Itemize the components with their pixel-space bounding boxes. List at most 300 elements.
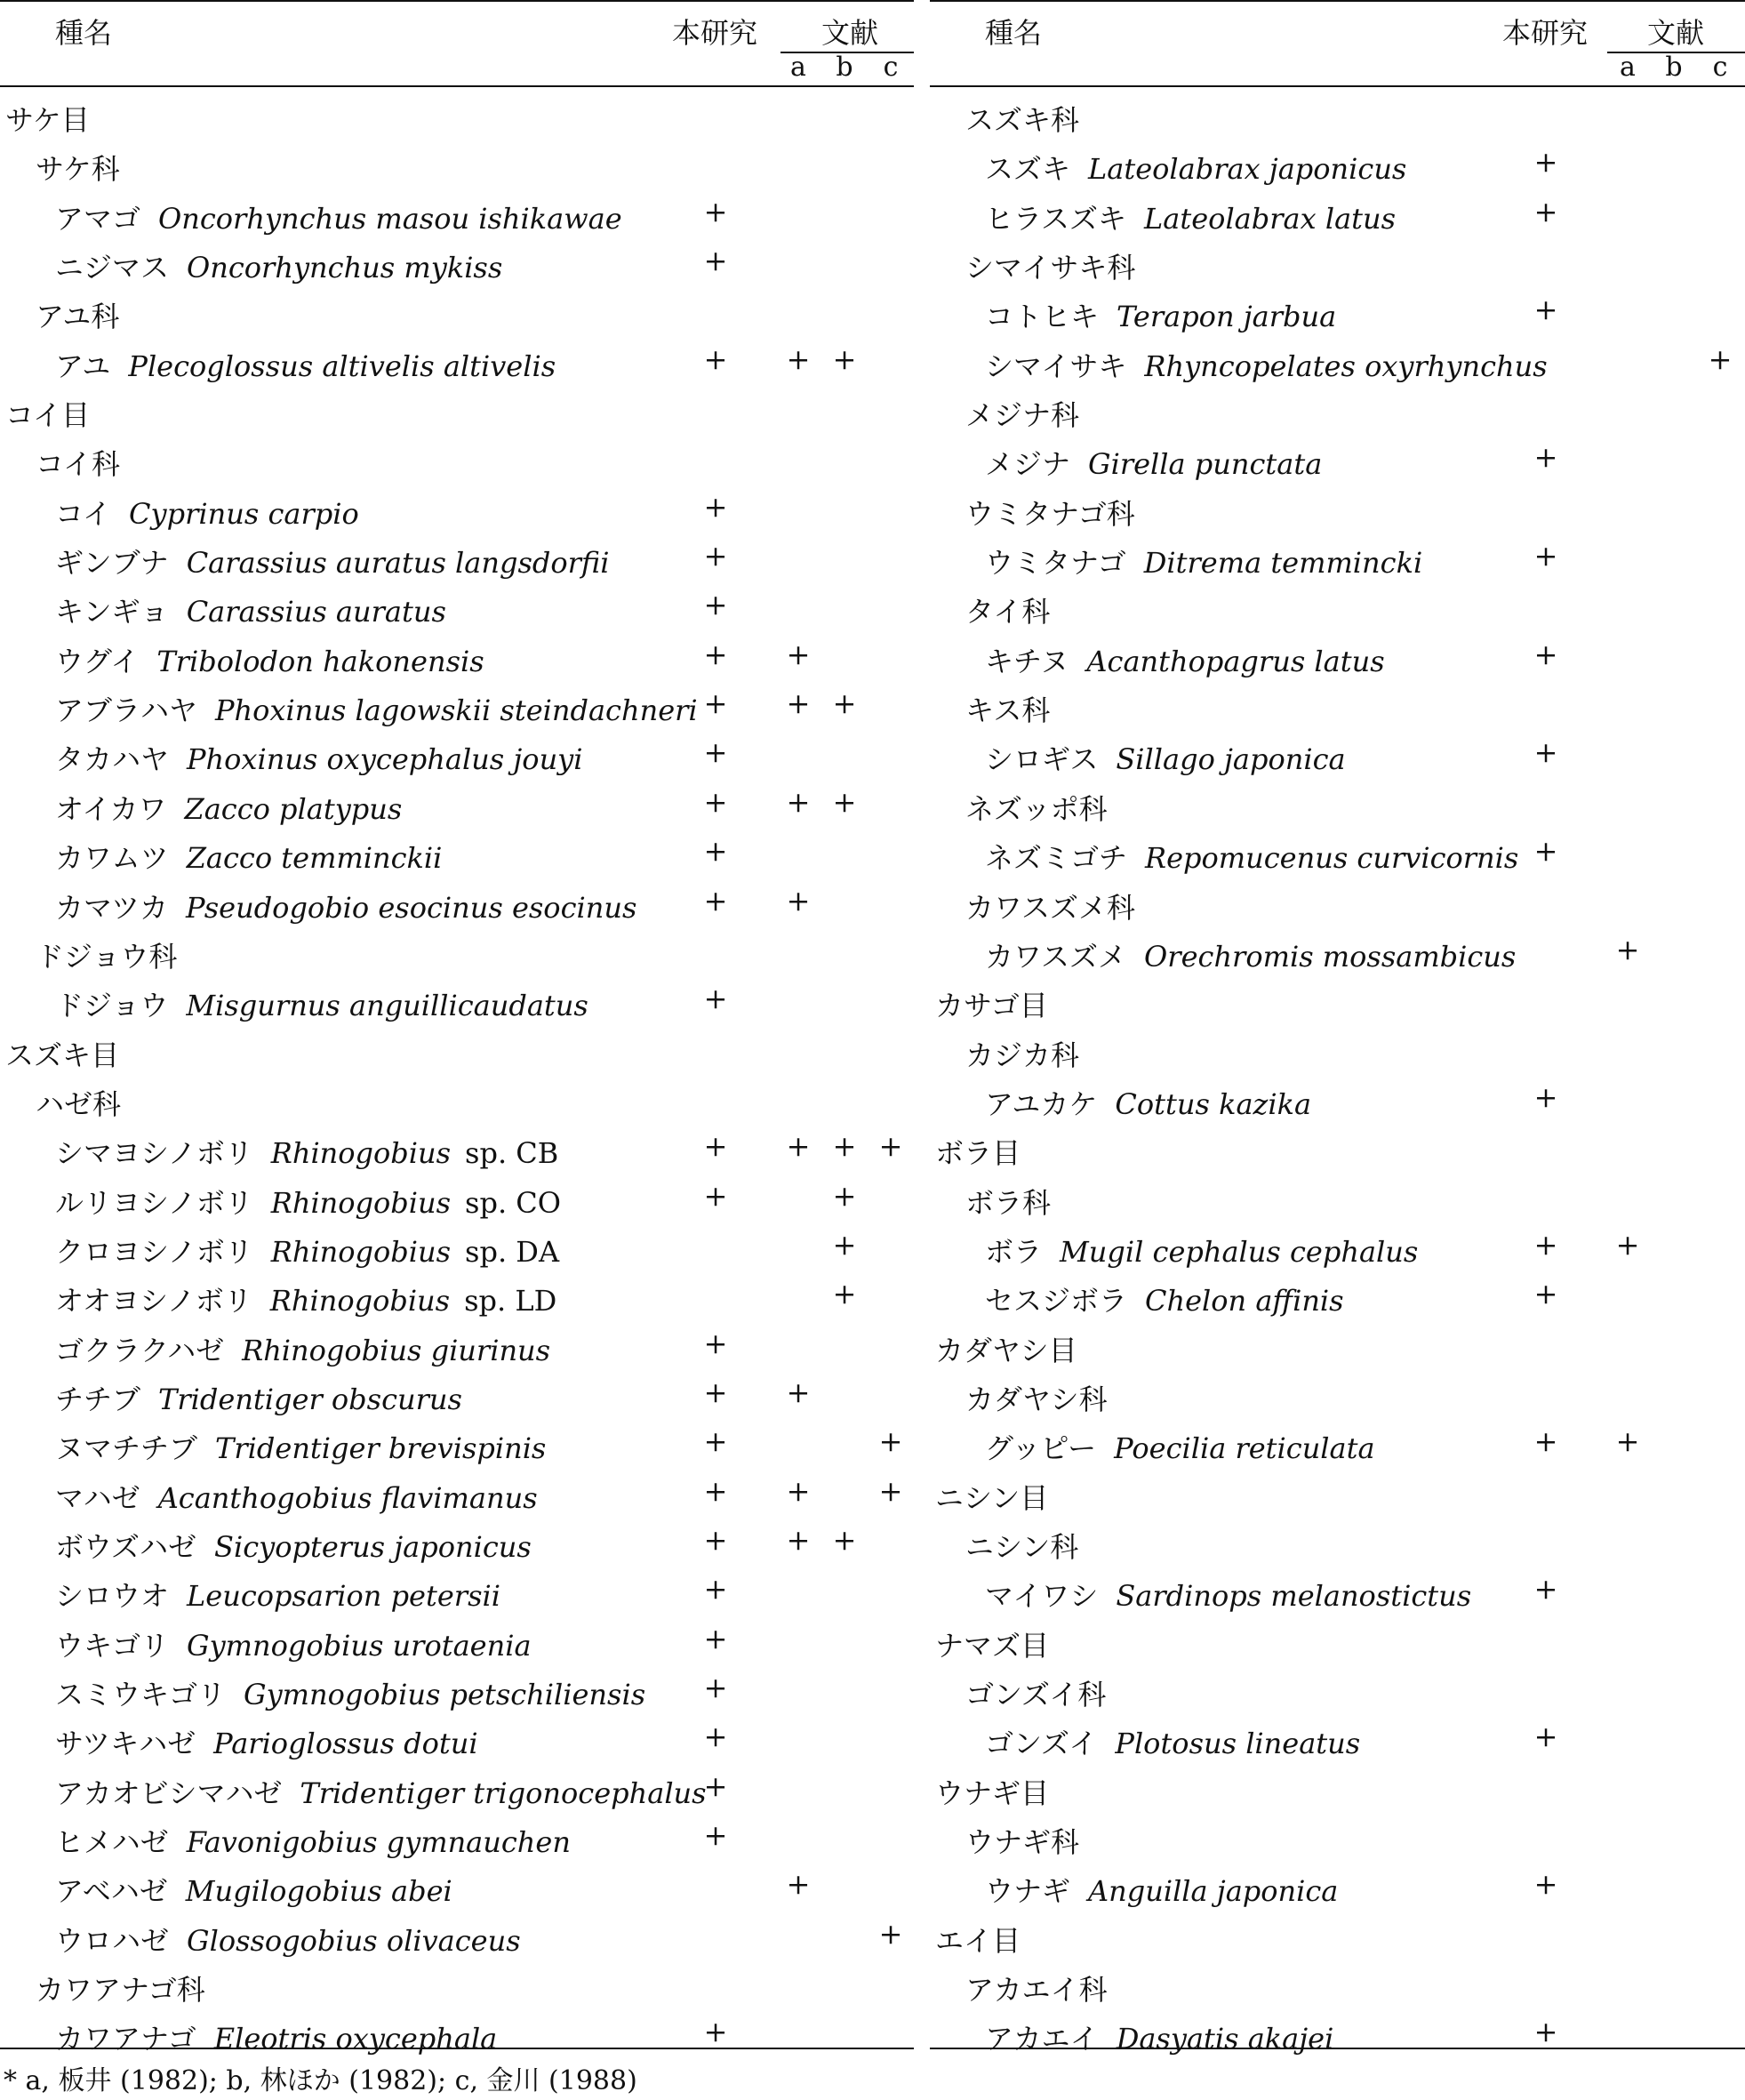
family-row: [930, 584, 1745, 633]
mark-this-study: +: [703, 1768, 728, 1803]
name-cell: [935, 983, 1048, 1024]
family-row: [930, 1372, 1745, 1421]
name-cell: [5, 98, 90, 139]
japanese-name: アカオビシマハゼ: [55, 1775, 283, 1810]
scientific-name: Chelon affinis: [1145, 1284, 1344, 1319]
species-suffix: sp. CB: [465, 1136, 559, 1171]
mark-lit-b: +: [832, 686, 857, 721]
scientific-name: Girella punctata: [1088, 447, 1323, 482]
family-row: [930, 1028, 1745, 1077]
order-row: [930, 1126, 1745, 1174]
family-name: カワスズメ科: [965, 890, 1136, 925]
mark-this-study: +: [703, 982, 728, 1016]
family-row: [0, 141, 914, 190]
mark-lit-b: +: [832, 1129, 857, 1164]
mark-this-study: +: [703, 686, 728, 721]
scientific-name: Gymnogobius urotaenia: [187, 1628, 532, 1663]
name-cell: [55, 492, 359, 533]
mark-lit-a: +: [786, 1473, 811, 1508]
table-bottom-rule: [930, 2048, 1745, 2049]
scientific-name: Gymnogobius petschiliensis: [244, 1678, 646, 1711]
mark-lit-c: +: [1708, 341, 1733, 376]
mark-this-study: +: [1533, 440, 1558, 475]
name-cell: [965, 886, 1135, 926]
species-row: [930, 1716, 1745, 1765]
japanese-name: タカハヤ: [55, 742, 170, 777]
name-cell: [985, 1426, 1375, 1467]
japanese-name: シマイサキ: [985, 349, 1127, 383]
japanese-name: マイワシ: [985, 1579, 1099, 1614]
name-cell: [55, 1721, 478, 1762]
species-row: [0, 1421, 914, 1470]
mark-this-study: +: [1533, 1424, 1558, 1459]
name-cell: [935, 1476, 1048, 1517]
scientific-name: Poecilia reticulata: [1114, 1431, 1375, 1466]
mark-this-study: +: [703, 1671, 728, 1704]
family-name: スズキ科: [965, 103, 1080, 137]
mark-lit-a: +: [786, 341, 811, 376]
family-row: [0, 929, 914, 978]
mark-lit-a: +: [1615, 1227, 1640, 1262]
japanese-name: ヒメハゼ: [55, 1825, 169, 1860]
mark-lit-a: +: [786, 1522, 811, 1557]
scientific-name: Mugil cephalus cephalus: [1060, 1234, 1419, 1269]
scientific-name: Favonigobius gymnauchen: [186, 1825, 571, 1860]
this-study-header: 本研究: [1502, 16, 1589, 50]
name-cell: [55, 196, 622, 237]
mark-lit-b: +: [832, 1277, 857, 1311]
mark-lit-a: +: [786, 1375, 811, 1409]
name-cell: [985, 934, 1516, 975]
species-suffix: sp. LD: [464, 1284, 557, 1319]
species-row: [0, 1126, 914, 1174]
name-cell: [965, 1181, 1051, 1222]
name-cell: [985, 1574, 1471, 1615]
mark-lit-c: +: [878, 1473, 903, 1508]
table-bottom-rule: [0, 2048, 914, 2049]
japanese-name: コトヒキ: [985, 300, 1100, 334]
family-name: ニシン科: [965, 1529, 1079, 1564]
literature-header: 文献: [821, 16, 879, 50]
species-row: [0, 191, 914, 240]
name-cell: [55, 1230, 559, 1270]
scientific-name: Zacco platypus: [184, 791, 403, 826]
family-row: [930, 486, 1745, 535]
scientific-name: Mugilogobius abei: [185, 1874, 452, 1909]
mark-this-study: +: [703, 883, 728, 918]
lit-a-header: a: [790, 52, 806, 83]
mark-this-study: +: [1533, 293, 1558, 327]
name-cell: [965, 1820, 1079, 1861]
name-cell: [965, 688, 1050, 729]
family-row: [930, 388, 1745, 437]
family-name: シマイサキ科: [965, 251, 1136, 285]
name-cell: [55, 983, 588, 1024]
name-cell: [985, 541, 1422, 581]
family-row: [930, 1667, 1745, 1716]
name-cell: [55, 1820, 571, 1861]
species-row: [0, 732, 914, 781]
scientific-name: Anguilla japonica: [1088, 1874, 1339, 1909]
name-cell: [985, 196, 1396, 237]
mark-lit-b: +: [832, 341, 857, 376]
name-cell: [985, 639, 1385, 680]
species-row: [0, 535, 914, 584]
mark-this-study: +: [1533, 2015, 1558, 2049]
species-row: [930, 141, 1745, 190]
family-name: ウミタナゴ科: [965, 496, 1135, 531]
mark-this-study: +: [703, 1621, 728, 1655]
scientific-name: Rhyncopelates oxyrhynchus: [1144, 349, 1548, 383]
order-name: ナマズ目: [935, 1628, 1050, 1663]
family-name: サケ科: [36, 152, 120, 187]
japanese-name: シロウオ: [55, 1579, 170, 1614]
order-row: [930, 978, 1745, 1027]
japanese-name: ニジマス: [55, 251, 170, 285]
order-row: [930, 1618, 1745, 1667]
name-cell: [985, 344, 1548, 385]
name-cell: [965, 1968, 1108, 2008]
name-cell: [985, 147, 1406, 188]
family-name: アカエイ科: [965, 1973, 1108, 2008]
scientific-name: Dasyatis akajei: [1116, 2022, 1334, 2056]
name-cell: [55, 1181, 561, 1222]
japanese-name: カマツカ: [55, 890, 169, 925]
family-row: [930, 781, 1745, 830]
name-cell: [935, 1623, 1049, 1664]
name-cell: [985, 294, 1336, 335]
species-row: [930, 634, 1745, 683]
name-cell: [55, 1278, 556, 1319]
mark-this-study: +: [1533, 1277, 1558, 1311]
species-row: [0, 1372, 914, 1421]
mark-this-study: +: [703, 1719, 728, 1754]
mark-this-study: +: [703, 1818, 728, 1853]
species-row: [930, 1864, 1745, 1912]
name-cell: [55, 541, 609, 581]
species-row: [0, 1766, 914, 1815]
species-row: [0, 1471, 914, 1519]
name-cell: [985, 1869, 1338, 1910]
species-row: [0, 634, 914, 683]
order-name: エイ目: [935, 1923, 1021, 1958]
name-cell: [985, 1082, 1311, 1123]
mark-this-study: +: [703, 784, 728, 819]
mark-this-study: +: [703, 637, 728, 671]
japanese-name: ギンブナ: [55, 546, 169, 581]
japanese-name: アユカケ: [985, 1086, 1098, 1121]
name-cell: [985, 1278, 1344, 1319]
species-row: [930, 2011, 1745, 2060]
name-cell: [55, 1131, 558, 1172]
species-row: [0, 1716, 914, 1765]
species-row: [930, 437, 1745, 485]
japanese-name: アユ: [55, 349, 111, 383]
japanese-name: ウミタナゴ: [985, 546, 1126, 581]
scientific-name: Glossogobius olivaceus: [187, 1923, 521, 1958]
name-cell: [55, 1525, 532, 1566]
mark-this-study: +: [1533, 1719, 1558, 1754]
species-row: [0, 240, 914, 289]
mark-lit-a: +: [786, 1129, 811, 1164]
japanese-name: ウキゴリ: [55, 1628, 170, 1663]
scientific-name: Misgurnus anguillicaudatus: [186, 989, 588, 1023]
scientific-name: Sardinops melanostictus: [1116, 1579, 1472, 1614]
name-cell: [935, 1328, 1077, 1369]
mark-this-study: +: [703, 735, 728, 770]
name-cell: [985, 442, 1322, 483]
mark-this-study: +: [703, 1572, 728, 1607]
mark-this-study: +: [1533, 1227, 1558, 1262]
name-cell: [965, 1033, 1079, 1074]
species-suffix: sp. DA: [465, 1234, 560, 1269]
mark-this-study: +: [703, 341, 728, 376]
order-row: [0, 1028, 914, 1077]
species-row: [0, 1175, 914, 1224]
mark-this-study: +: [1533, 145, 1558, 180]
name-cell: [965, 1377, 1108, 1418]
mark-this-study: +: [703, 489, 728, 524]
scientific-name: Oncorhynchus masou ishikawae: [158, 201, 622, 236]
species-row: [0, 1913, 914, 1962]
name-cell: [55, 787, 402, 828]
japanese-name: キンギョ: [55, 595, 169, 629]
mark-this-study: +: [1533, 735, 1558, 770]
order-row: [930, 1766, 1745, 1815]
scientific-name: Oncorhynchus mykiss: [187, 251, 503, 285]
name-cell: [55, 1919, 521, 1960]
japanese-name: ボウズハゼ: [55, 1529, 197, 1564]
name-cell: [55, 344, 556, 385]
scientific-name: Sicyopterus japonicus: [214, 1529, 532, 1564]
name-cell: [55, 1869, 452, 1910]
family-name: ネズッポ科: [965, 791, 1108, 826]
order-row: [0, 92, 914, 141]
family-row: [0, 289, 914, 338]
mark-this-study: +: [703, 1473, 728, 1508]
mark-this-study: +: [703, 194, 728, 228]
lit-a-header: a: [1620, 52, 1636, 83]
order-row: [930, 1913, 1745, 1962]
family-row: [930, 1175, 1745, 1224]
scientific-name: Plecoglossus altivelis altivelis: [128, 349, 556, 383]
species-row: [0, 1667, 914, 1716]
mark-this-study: +: [703, 834, 728, 869]
japanese-name: サツキハゼ: [55, 1727, 196, 1761]
species-row: [0, 1618, 914, 1667]
family-name: アユ科: [36, 300, 120, 334]
order-name: カダヤシ目: [935, 1333, 1077, 1367]
name-cell: [965, 1672, 1106, 1713]
name-cell: [55, 2016, 497, 2057]
mark-this-study: +: [703, 1178, 728, 1213]
name-cell: [965, 393, 1079, 434]
family-row: [930, 683, 1745, 732]
scientific-name: Rhinogobius giurinus: [242, 1333, 551, 1367]
mark-lit-b: +: [832, 1522, 857, 1557]
name-cell: [55, 245, 502, 286]
scientific-name: Plotosus lineatus: [1115, 1727, 1361, 1761]
scientific-name: Phoxinus oxycephalus jouyi: [187, 742, 583, 777]
japanese-name: メジナ: [985, 447, 1071, 482]
scientific-name: Carassius auratus: [186, 595, 446, 629]
mark-lit-a: +: [1615, 1424, 1640, 1459]
japanese-name: アカエイ: [985, 2022, 1099, 2056]
japanese-name: カワスズメ: [985, 939, 1127, 974]
mark-this-study: +: [703, 1424, 728, 1459]
japanese-name: グッピー: [985, 1431, 1097, 1466]
mark-lit-a: +: [786, 637, 811, 671]
name-cell: [55, 1328, 550, 1369]
mark-this-study: +: [1533, 1572, 1558, 1607]
japanese-name: ボラ: [985, 1234, 1043, 1269]
mark-this-study: +: [703, 1375, 728, 1409]
mark-this-study: +: [703, 1522, 728, 1557]
order-name: ニシン目: [935, 1480, 1049, 1515]
name-cell: [55, 737, 582, 778]
japanese-name: ウロハゼ: [55, 1923, 170, 1958]
order-name: サケ目: [5, 103, 90, 137]
family-name: メジナ科: [965, 398, 1080, 433]
japanese-name: カワアナゴ: [55, 2022, 196, 2056]
mark-lit-a: +: [1615, 932, 1640, 966]
japanese-name: ルリヨシノボリ: [55, 1185, 253, 1220]
name-cell: [5, 1033, 119, 1074]
scientific-name: Lateolabrax latus: [1144, 201, 1397, 236]
japanese-name: シマヨシノボリ: [55, 1136, 253, 1171]
footnote: * a, 板井 (1982); b, 林ほか (1982); c, 金川 (1988): [4, 2065, 637, 2096]
name-cell: [965, 589, 1050, 630]
mark-lit-a: +: [786, 784, 811, 819]
japanese-name: ヌマチチブ: [55, 1431, 198, 1466]
scientific-name: Cyprinus carpio: [129, 496, 359, 531]
japanese-name: アマゴ: [55, 201, 141, 236]
family-row: [0, 1962, 914, 2011]
japanese-name: マハゼ: [55, 1480, 140, 1515]
species-row: [0, 880, 914, 929]
mark-lit-c: +: [878, 1916, 903, 1951]
mark-lit-b: +: [832, 784, 857, 819]
lit-c-header: c: [1712, 52, 1728, 83]
scientific-name: Sillago japonica: [1116, 742, 1346, 777]
name-cell: [55, 836, 442, 877]
name-cell: [985, 737, 1346, 778]
scientific-name: Rhinogobius: [270, 1234, 452, 1269]
scientific-name: Tridentiger brevispinis: [215, 1431, 547, 1466]
japanese-name: キチヌ: [985, 644, 1069, 678]
scientific-name: Rhinogobius: [270, 1185, 452, 1220]
name-cell: [935, 1919, 1021, 1960]
name-cell: [55, 1672, 645, 1713]
scientific-name: Leucopsarion petersii: [187, 1579, 500, 1614]
mark-lit-c: +: [878, 1424, 903, 1459]
species-row: [930, 1224, 1745, 1273]
family-name: カワアナゴ科: [36, 1973, 205, 2008]
japanese-name: ウナギ: [985, 1874, 1071, 1909]
species-row: [930, 830, 1745, 879]
japanese-name: アベハゼ: [55, 1874, 168, 1909]
japanese-name: ゴクラクハゼ: [55, 1333, 225, 1367]
scientific-name: Carassius auratus langsdorfii: [186, 546, 610, 581]
scientific-name: Eleotris oxycephala: [213, 2022, 498, 2056]
scientific-name: Rhinogobius: [269, 1284, 451, 1319]
family-row: [0, 1077, 914, 1126]
japanese-name: ヒラスズキ: [985, 201, 1127, 236]
scientific-name: Zacco temminckii: [186, 841, 443, 876]
species-row: [0, 2011, 914, 2060]
species-row: [930, 191, 1745, 240]
scientific-name: Orechromis mossambicus: [1144, 939, 1517, 974]
scientific-name: Parioglossus dotui: [213, 1727, 478, 1761]
species-rows-left: [0, 92, 914, 2061]
family-row: [930, 92, 1745, 141]
this-study-header: 本研究: [672, 16, 758, 50]
name-cell: [55, 1426, 546, 1467]
literature-header: 文献: [1647, 16, 1705, 50]
family-name: カジカ科: [965, 1038, 1080, 1072]
family-row: [930, 1962, 1745, 2011]
scientific-name: Ditrema temmincki: [1143, 546, 1423, 581]
japanese-name: ドジョウ: [55, 989, 169, 1023]
mark-lit-a: +: [786, 883, 811, 918]
family-name: ボラ科: [965, 1185, 1052, 1220]
name-cell: [55, 1574, 500, 1615]
mark-this-study: +: [1533, 637, 1558, 671]
mark-this-study: +: [703, 1326, 728, 1360]
species-rows-right: [930, 92, 1745, 2061]
species-row: [930, 1421, 1745, 1470]
name-cell: [55, 1476, 538, 1517]
japanese-name: コイ: [55, 496, 112, 531]
species-row: [930, 339, 1745, 388]
family-name: ゴンズイ科: [965, 1678, 1107, 1711]
mark-this-study: +: [703, 539, 728, 573]
family-name: キス科: [965, 693, 1051, 728]
family-name: ハゼ科: [36, 1086, 122, 1121]
order-name: ボラ目: [935, 1136, 1021, 1171]
species-row: [0, 1273, 914, 1322]
mark-this-study: +: [1533, 1079, 1558, 1114]
name-cell: [935, 1131, 1021, 1172]
scientific-name: Tridentiger obscurus: [158, 1382, 462, 1416]
mark-this-study: +: [1533, 539, 1558, 573]
mark-this-study: +: [703, 588, 728, 622]
scientific-name: Repomucenus curvicornis: [1145, 841, 1519, 876]
mark-lit-a: +: [786, 686, 811, 721]
name-cell: [36, 147, 120, 188]
species-name-header: 種名: [55, 16, 113, 50]
species-row: [930, 732, 1745, 781]
japanese-name: シロギス: [985, 742, 1099, 777]
species-name-header: 種名: [985, 16, 1043, 50]
species-row: [930, 535, 1745, 584]
name-cell: [935, 1771, 1049, 1812]
species-row: [0, 1323, 914, 1372]
species-row: [930, 1568, 1745, 1617]
family-row: [930, 240, 1745, 289]
species-row: [0, 1224, 914, 1273]
order-row: [930, 1323, 1745, 1372]
name-cell: [965, 787, 1108, 828]
species-row: [930, 929, 1745, 978]
species-row: [0, 486, 914, 535]
species-row: [930, 1273, 1745, 1322]
name-cell: [985, 2016, 1333, 2057]
japanese-name: アブラハヤ: [55, 693, 198, 728]
name-cell: [55, 1377, 462, 1418]
mark-lit-b: +: [832, 1178, 857, 1213]
lit-b-header: b: [836, 52, 853, 83]
